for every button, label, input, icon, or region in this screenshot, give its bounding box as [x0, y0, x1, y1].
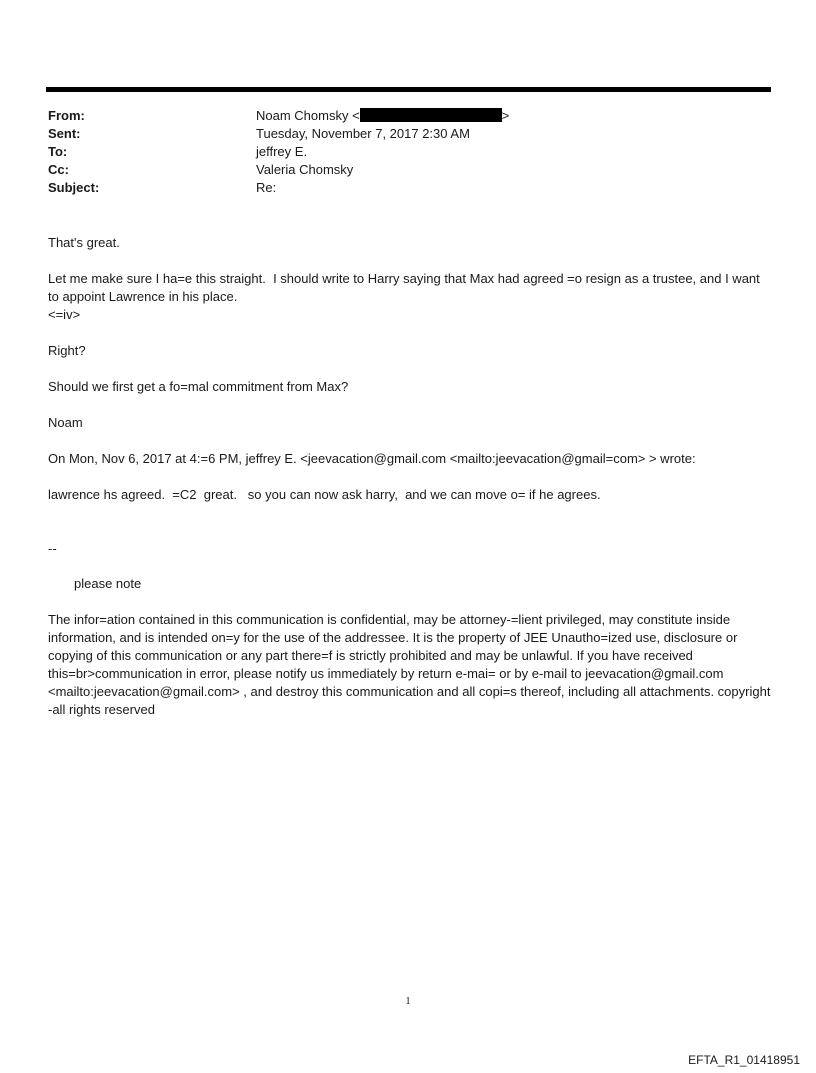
from-name: Noam Chomsky <: [256, 108, 360, 123]
cc-label: Cc:: [48, 162, 69, 177]
document-id: EFTA_R1_01418951: [688, 1053, 800, 1067]
body-paragraph: Right?: [48, 343, 86, 358]
signature: Noam: [48, 415, 83, 430]
redacted-email-block: [360, 108, 502, 122]
from-label: From:: [48, 108, 85, 123]
from-value: [256, 107, 509, 125]
body-paragraph: That's great.: [48, 235, 120, 250]
body-paragraph: Let me make sure I ha=e this straight. I should write to Harry saying that Max had agreed =o resign as a trustee, and I want to appoint Lawrence in his place.: [48, 271, 764, 304]
sent-label: Sent:: [48, 126, 81, 141]
subject-label: Subject:: [48, 180, 100, 195]
quoted-header: On Mon, Nov 6, 2017 at 4:=6 PM, jeffrey E. <jeevacation@gmail.com <mailto:jeevacation@gmail=com> > wrote:: [48, 451, 696, 466]
body-paragraph: Should we first get a fo=mal commitment from Max?: [48, 379, 349, 394]
disclaimer-text: The infor=ation contained in this communication is confidential, may be attorney-=lient privileged, may constitute inside information, and is intended on=y for the use of the addressee. It is the property of JEE Unautho=ized use, disclosure or copying of this communication or any part there=f is strictly prohibited and may be unlawful. If you have received this=br>communication in error, please notify us immediately by return e-mai= or by e-mail to jeevacation@gmail.com <mailto:jeevacation@gmail.com> , and destroy this communication and all copi=s thereof, including all attachments. copyright -all rights reserved: [48, 612, 775, 717]
signature-separator: --: [48, 541, 57, 556]
disclaimer-heading: please note: [74, 576, 142, 591]
from-suffix: >: [501, 108, 510, 123]
header-rule: [46, 87, 771, 92]
quoted-message: lawrence hs agreed. =C2 great. so you can now ask harry, and we can move o= if he agrees.: [48, 487, 601, 502]
subject-value: Re:: [256, 180, 277, 195]
body-paragraph: <=iv>: [48, 307, 81, 322]
sent-value: Tuesday, November 7, 2017 2:30 AM: [256, 126, 470, 141]
to-value: jeffrey E.: [256, 144, 308, 159]
page-number: 1: [405, 995, 411, 1007]
to-label: To:: [48, 144, 68, 159]
cc-value: Valeria Chomsky: [256, 162, 354, 177]
